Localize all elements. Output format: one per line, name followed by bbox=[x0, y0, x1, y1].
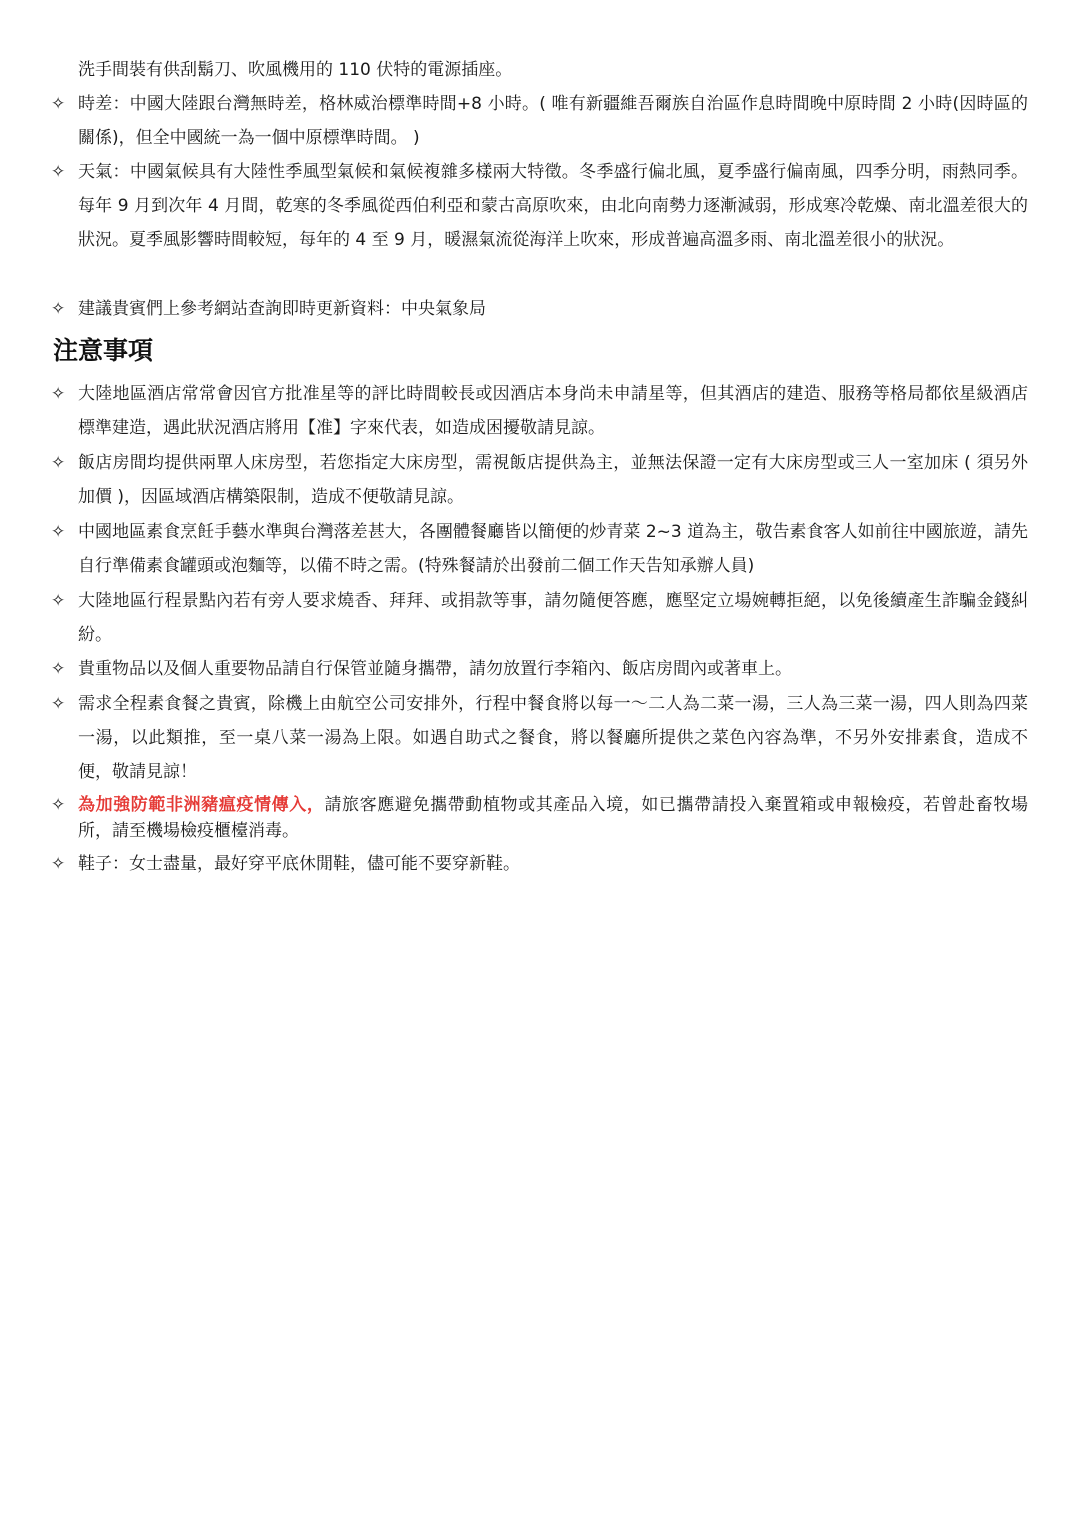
notice-item-hotel-rating: 大陸地區酒店常常會因官方批准星等的評比時間較長或因酒店本身尚未申請星等，但其酒店的建造、服務等格局都依星級酒店標準建造，遇此狀況酒店將用【准】字來代表，如造成困擾敬請見諒。 bbox=[78, 384, 1028, 438]
bullet-icon: ✧ bbox=[51, 453, 66, 473]
swine-fever-highlight: 為加強防範非洲豬瘟疫情傳入， bbox=[78, 795, 325, 815]
bullet-icon: ✧ bbox=[51, 299, 66, 319]
bullet-icon: ✧ bbox=[51, 694, 66, 714]
bullet-icon: ✧ bbox=[51, 659, 66, 679]
notice-item-valuables: 貴重物品以及個人重要物品請自行保管並隨身攜帶，請勿放置行李箱內、飯店房間內或著車上。 bbox=[78, 659, 792, 679]
notice-heading: 注意事項 bbox=[53, 336, 154, 365]
bullet-icon: ✧ bbox=[51, 162, 66, 182]
notice-item-vegetarian-meals: 需求全程素食餐之貴賓，除機上由航空公司安排外，行程中餐食將以每一～二人為二菜一湯，三人為三菜一湯，四人則為四菜一湯，以此類推，至一桌八菜一湯為上限。如遇自助式之餐食，將以餐廳所提供之菜色內容為準，不另外安排素食，造成不便，敬請見諒！ bbox=[78, 694, 1028, 782]
notice-item-shoes: 鞋子：女士盡量，最好穿平底休閒鞋，儘可能不要穿新鞋。 bbox=[78, 854, 520, 874]
time-difference-item: 時差：中國大陸跟台灣無時差，格林威治標準時間+8 小時。( 唯有新疆維吾爾族自治區作息時間晚中原時間 2 小時(因時區的關係)，但全中國統一為一個中原標準時間。 ) bbox=[78, 94, 1028, 148]
bullet-icon: ✧ bbox=[51, 522, 66, 542]
notice-item-swine-fever bbox=[78, 792, 1028, 844]
notice-item-room-type: 飯店房間均提供兩單人床房型，若您指定大床房型，需視飯店提供為主，並無法保證一定有大床房型或三人一室加床 ( 須另外加價 )，因區域酒店構築限制，造成不便敬請見諒。 bbox=[78, 453, 1028, 507]
continuation-text: 洗手間裝有供刮鬍刀、吹風機用的 110 伏特的電源插座。 bbox=[78, 60, 513, 80]
notice-item-scam-warning: 大陸地區行程景點內若有旁人要求燒香、拜拜、或捐款等事，請勿隨便答應，應堅定立場婉轉拒絕，以免後續產生詐騙金錢糾紛。 bbox=[78, 591, 1028, 645]
bullet-icon: ✧ bbox=[51, 591, 66, 611]
bullet-icon: ✧ bbox=[51, 94, 66, 114]
swine-fever-text: 請旅客應避免攜帶動植物或其產品入境，如已攜帶請投入棄置箱或申報檢疫，若曾赴畜牧場所，請至機場檢疫櫃檯消毒。 bbox=[78, 795, 1028, 841]
notice-item-vegetarian-food: 中國地區素食烹飪手藝水準與台灣落差甚大，各團體餐廳皆以簡便的炒青菜 2~3 道為主，敬告素食客人如前往中國旅遊，請先自行準備素食罐頭或泡麵等，以備不時之需。(特殊餐請於出發前二個工作天告知承辦人員) bbox=[78, 522, 1028, 576]
weather-item: 天氣：中國氣候具有大陸性季風型氣候和氣候複雜多樣兩大特徵。冬季盛行偏北風，夏季盛行偏南風，四季分明，雨熱同季。每年 9 月到次年 4 月間，乾寒的冬季風從西伯利亞和蒙古高原吹來，由北向南勢力逐漸減弱，形成寒冷乾燥、南北溫差很大的狀況。夏季風影響時間較短，每年的 4 至 9 月，暖濕氣流從海洋上吹來，形成普遍高溫多雨、南北溫差很小的狀況。 bbox=[78, 162, 1028, 250]
bullet-icon: ✧ bbox=[51, 854, 66, 874]
reference-site-item: 建議貴賓們上參考網站查詢即時更新資料：中央氣象局 bbox=[78, 299, 486, 319]
bullet-icon: ✧ bbox=[51, 795, 66, 815]
bullet-icon: ✧ bbox=[51, 384, 66, 404]
